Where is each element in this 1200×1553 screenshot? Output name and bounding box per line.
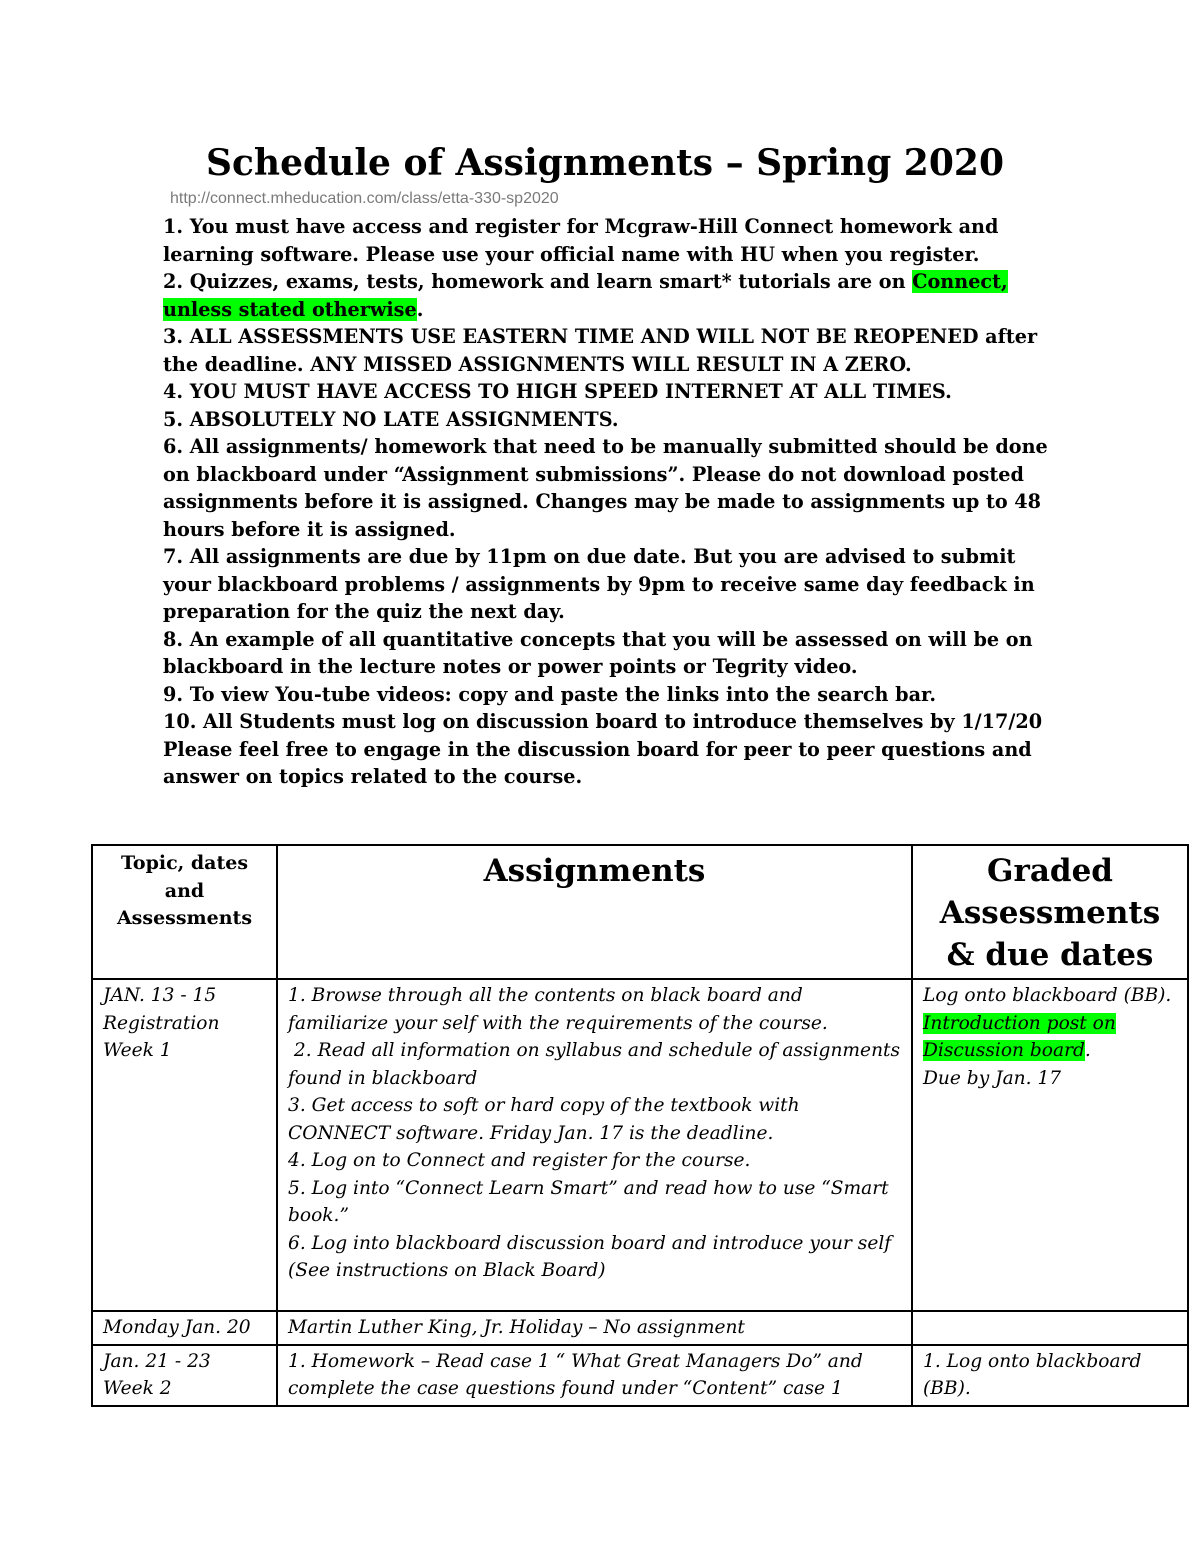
- row1-item-2: 2. Read all information on syllabus and schedule of assignments found in blackboard: [288, 1040, 906, 1089]
- rule-5: 5. ABSOLUTELY NO LATE ASSIGNMENTS.: [163, 407, 619, 431]
- course-url[interactable]: http://connect.mheducation.com/class/etta-330-sp2020: [170, 190, 559, 207]
- rules-list: [163, 213, 1063, 791]
- rule-2-highlight: Connect, unless stated otherwise: [163, 270, 1008, 321]
- row1-item-4: 4. Log on to Connect and register for the course.: [288, 1150, 751, 1171]
- row1-item-1: 1. Browse through all the contents on black board and familiarize your self with the requirements of the course.: [288, 985, 828, 1034]
- row1-graded: [912, 979, 1188, 1311]
- row1-topic-label: Registration: [103, 1012, 220, 1034]
- document-title: Schedule of Assignments – Spring 2020: [206, 142, 1004, 184]
- row2-topic: Monday Jan. 20: [92, 1311, 277, 1345]
- row3-assignments: 1. Homework – Read case 1 “ What Great Managers Do” and complete the case questions found under “Content” case 1: [277, 1345, 912, 1406]
- table-header-row: [92, 845, 1188, 979]
- row3-topic-week: Week 2: [103, 1378, 172, 1399]
- row3-graded: 1. Log onto blackboard (BB).: [912, 1345, 1188, 1406]
- row1-item-3: 3. Get access to soft or hard copy of the textbook with CONNECT software. Friday Jan. 17 is the deadline.: [288, 1095, 800, 1144]
- row1-item-5: 5. Log into “Connect Learn Smart” and read how to use “Smart book.”: [288, 1177, 889, 1226]
- rule-2: [163, 268, 1063, 323]
- rule-1: 1. You must have access and register for Mcgraw-Hill Connect homework and learning software. Please use your official name with HU when you register.: [163, 215, 999, 266]
- row1-topic: [92, 979, 277, 1311]
- row2-assignments: Martin Luther King, Jr. Holiday – No assignment: [277, 1311, 912, 1345]
- row1-graded-highlight: Introduction post on Discussion board: [923, 1012, 1116, 1061]
- rule-3: 3. ALL ASSESSMENTS USE EASTERN TIME AND WILL NOT BE REOPENED after the deadline. ANY MISSED ASSIGNMENTS WILL RESULT IN A ZERO.: [163, 325, 1038, 376]
- row1-graded-end: .: [1084, 1040, 1091, 1061]
- row1-graded-text: Log onto blackboard (BB).: [923, 985, 1172, 1006]
- table-row: [92, 979, 1188, 1311]
- schedule-table: [91, 844, 1189, 1407]
- header-assignments: Assignments: [277, 845, 912, 979]
- row1-item-6: 6. Log into blackboard discussion board and introduce your self (See instructions on Black Board): [288, 1232, 892, 1281]
- rule-8: 8. An example of all quantitative concepts that you will be assessed on will be on blackboard in the lecture notes or power points or Tegrity video.: [163, 627, 1033, 678]
- rule-7: 7. All assignments are due by 11pm on due date. But you are advised to submit your blackboard problems / assignments by 9pm to receive same day feedback in preparation for the quiz the next day.: [163, 545, 1035, 623]
- table-row: [92, 1311, 1188, 1345]
- row2-graded: [912, 1311, 1188, 1345]
- row1-graded-due: Due by Jan. 17: [923, 1067, 1062, 1089]
- row1-assignments: [277, 979, 912, 1311]
- rule-10: 10. All Students must log on discussion board to introduce themselves by 1/17/20 Please feel free to engage in the discussion board for peer to peer questions and answer on topics related to the course.: [163, 710, 1043, 788]
- row3-topic: [92, 1345, 277, 1406]
- table-row: [92, 1345, 1188, 1406]
- row1-topic-week: Week 1: [103, 1040, 172, 1061]
- rule-2-text: 2. Quizzes, exams, tests, homework and learn smart* tutorials are on: [163, 270, 913, 293]
- rule-4: 4. YOU MUST HAVE ACCESS TO HIGH SPEED INTERNET AT ALL TIMES.: [163, 380, 952, 403]
- header-topic: Topic, dates and Assessments: [92, 845, 277, 979]
- row3-topic-date: Jan. 21 - 23: [103, 1350, 211, 1372]
- rule-6: 6. All assignments/ homework that need to be manually submitted should be done on blackboard under “Assignment submissions”. Please do not download posted assignments before it is assigned. Changes may be made to assignments up to 48 hours before it is assigned.: [163, 435, 1048, 541]
- row1-graded-highlight-line: [923, 1010, 1177, 1065]
- header-graded: Graded Assessments & due dates: [912, 845, 1188, 979]
- row1-topic-date: JAN. 13 - 15: [103, 985, 217, 1006]
- rule-9: 9. To view You-tube videos: copy and paste the links into the search bar.: [163, 682, 937, 706]
- rule-2-end: .: [416, 297, 424, 321]
